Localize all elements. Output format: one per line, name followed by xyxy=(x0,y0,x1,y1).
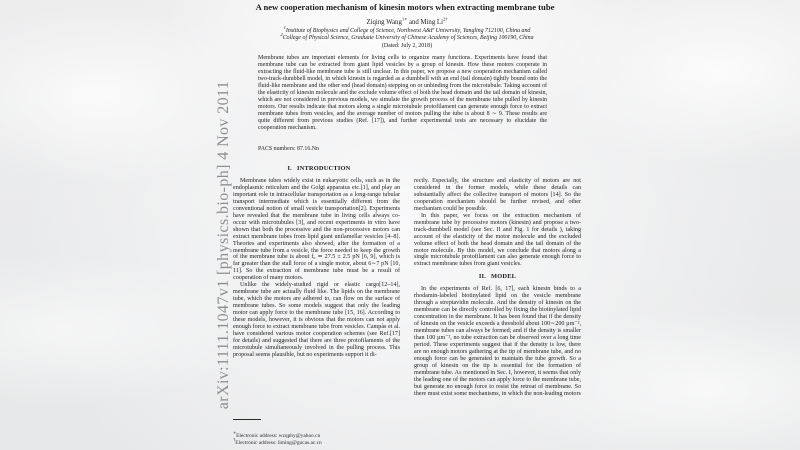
section-heading-model xyxy=(414,274,581,281)
author-1: Ziqing Wang xyxy=(366,19,402,26)
affiliation-2-superscript: 2 xyxy=(280,32,283,38)
footnote-1 xyxy=(233,430,403,440)
intro-paragraph-1: Membrane tubes widely exist in eukaryotic cells, such as in the endoplasmic reticulum and the Golgi apparatus etc.[1], and play an important role in intracellular transportation as a long-range tubular transport intermediate which is essentially different from the conventional notion of small vesicle transportation[2]. Experiments have revealed that the membrane tube in living cells always co-occur with microtubules [3], and recent experiments in vitro have shown that both the processive and the non-processive motors can extract membrane tubes from lipid giant unilamellar vesicles [4–8]. Theories and experiments also showed, after the formation of a membrane tube from a vesicle, the force needed to keep the growth of the membrane tube is about f₀ ≃ 27.5 ± 2.5 pN [6, 9], which is far greater than the stall force of a single motor, about 6∼7 pN [10, 11]. So the extraction of membrane tube must be a result of cooperation of many motors. xyxy=(233,178,400,282)
affiliation-1-superscript: 1 xyxy=(283,25,286,31)
intro-paragraph-2: Unlike the widely-studied rigid or elastic cargo[12–14], membrane tube are actually fluid like. The lipids on the membrane tube, which the motors are adhered to, can flow on the surface of membrane tubes. So some models suggest that only the leading motor can apply force to the membrane tube [15, 16]. According to these models, however, it is obvious that the motors can not apply enough force to extract membrane tube from vesicles. Campàs et al. have considered various motor cooperation schemes (see Ref.[17] for details) and suggested that there are three protofilaments of the microtubule simultaneously involved in the pulling process. This proposal seems plausible, but no experiments support it di- xyxy=(233,282,400,358)
affiliation-2 xyxy=(213,32,601,42)
footnote-1-text: Electronic address: wzqphy@yahoo.cn xyxy=(236,433,321,439)
paper-title: A new cooperation mechanism of kinesin motors when extracting membrane tube xyxy=(255,2,555,12)
section-2-number: II. xyxy=(478,273,486,281)
author-connector: and xyxy=(407,19,421,26)
section-2-label: MODEL xyxy=(491,273,517,281)
left-column xyxy=(233,178,400,398)
footnote-block xyxy=(233,419,403,446)
abstract-text: Membrane tubes are important elements for living cells to organize many functions. Experiments have found that membrane tube can be extracted from giant lipid vesicles by a group of kinesin. How these motors cooperate in extracting the fluid-like membrane tube is still unclear. In this paper, we propose a new cooperation mechanism called two-track-dumbbell model, in which kinesin is regarded as a dumbbell with an end (tail domain) tightly bound onto the fluid-like membrane and the other end (head domain) stepping on or unbinding from the microtubule. Taking account of the elasticity of kinesin molecule and the exclude volume effect of both the head domain and the tail domain of kinesin, which are not considered in previous models, we simulate the growth process of the membrane tube pulled by kinesin motors. Our results indicate that motors along a single microtubule protofilament can generate enough force to extract membrane tubes from vesicles, and the average number of motors pulling the tube is about 8 ∼ 9. These results are quite different from previous studies (Ref. [17]), and further experimental tests are necessary to elucidate the cooperation mechanism. xyxy=(258,55,547,131)
footnote-2-marker: † xyxy=(233,436,236,442)
author-2: Ming Li xyxy=(420,19,443,26)
author-2-superscript: 2† xyxy=(442,16,448,22)
footnote-rule xyxy=(233,419,261,420)
right-column xyxy=(414,178,581,398)
model-paragraph-1: In the experiments of Ref. [6, 17], each kinesin binds to a rhodamin-labeled biotinylated lipid on the vesicle membrane through a streptavidin molecule. And the density of kinesin on the membrane can be directly controlled by fixing the biotinylated lipid concentration in the membrane. It has been found that if the density of kinesin on the vesicle exceeds a threshold about 100∼200 µm⁻², membrane tubes can always be formed; and if the density is smaller than 100 µm⁻², no tube extraction can be observed over a long time period. These experiments suggest that if the density is low, there are no enough motors gathering at the tip of membrane tube, and no enough force can be generated to maintain the tube growth. So a group of kinesin on the tip is essential for the formation of membrane tube. As mentioned in Sec. I, however, it seems that only the leading one of the motors can apply force to the membrane tube, but generate no enough force to resist the retreat of membrane. So there must exist some mechanisms, in which the non-leading motors xyxy=(414,286,581,397)
pacs-line: PACS numbers: 87.16.Nn xyxy=(258,146,319,152)
affiliation-2-text: College of Physical Science, Graduate University of Chinese Academy of Sciences, Beijing 100190, China xyxy=(282,35,534,41)
two-column-body xyxy=(233,178,581,398)
section-1-label: INTRODUCTION xyxy=(296,165,351,172)
arxiv-watermark: arXiv:1111.1047v1 [physics.bio-ph] 4 Nov 2011 xyxy=(215,80,232,410)
footnote-2-text: Electronic address: liming@gucas.ac.cn xyxy=(235,439,322,446)
affiliation-1-text: Institute of Biophysics and College of Science, Northwest A&F University, Yangling 712100, China and xyxy=(285,28,531,34)
footnote-1-marker: ∗ xyxy=(233,430,237,436)
intro-paragraph-4: In this paper, we focus on the extraction mechanism of membrane tube by processive motors (kinesin) and propose a two-track-dumbbell model (see Sec. II and Fig. 1 for details ), taking account of the elasticity of the motor molecule and the excluded volume effect of both the head domain and the tail domain of the motor molecule. By this model, we conclude that motors along a single microtubule protofilament can also generate enough force to extract membrane tubes from giant vesicles. xyxy=(414,212,581,268)
dated-line: (Dated: July 2, 2018) xyxy=(381,43,433,49)
author-1-superscript: 1∗ xyxy=(401,16,408,22)
section-heading-introduction xyxy=(233,165,405,172)
section-1-number: I. xyxy=(287,165,292,172)
intro-paragraph-3: rectly. Especially, the structure and elasticity of motors are not considered in the former models, while these details can substantially affect the collective transport of motors [14]. So the cooperation mechanism should be further revised, and other mechanism could be possible. xyxy=(414,178,581,212)
